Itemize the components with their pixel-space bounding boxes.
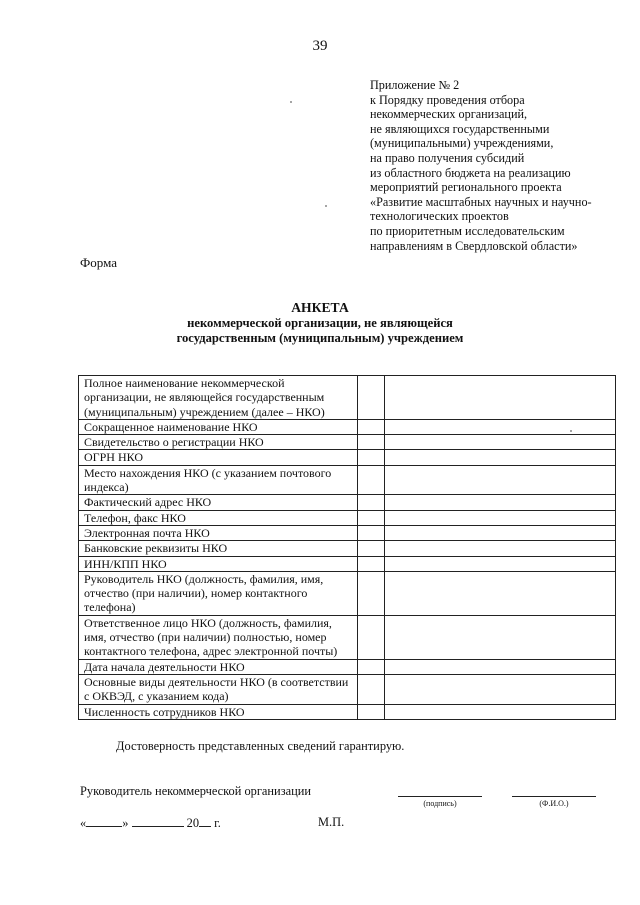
document-title — [0, 300, 640, 347]
row-mark-cell[interactable] — [358, 571, 385, 615]
row-value-cell[interactable] — [385, 495, 616, 510]
name-caption: (Ф.И.О.) — [539, 799, 569, 808]
form-label: Форма — [80, 255, 117, 270]
year-suffix: г. — [214, 816, 221, 830]
signature-line[interactable] — [398, 796, 482, 797]
row-mark-cell[interactable] — [358, 525, 385, 540]
appendix-line: к Порядку проведения отбора — [370, 92, 525, 107]
row-mark-cell[interactable] — [358, 495, 385, 510]
appendix-line: мероприятий регионального проекта — [370, 180, 562, 195]
row-label: Фактический адрес НКО — [79, 495, 358, 510]
row-value-cell[interactable] — [385, 674, 616, 704]
page-number: 39 — [312, 38, 328, 54]
row-mark-cell[interactable] — [358, 615, 385, 659]
table-row — [79, 615, 616, 659]
row-value-cell[interactable] — [385, 450, 616, 465]
row-value-cell[interactable] — [385, 510, 616, 525]
table-row — [79, 674, 616, 704]
month-blank[interactable] — [132, 815, 184, 827]
row-label: ИНН/КПП НКО — [79, 556, 358, 571]
row-label: Свидетельство о регистрации НКО — [79, 435, 358, 450]
table-row — [79, 435, 616, 450]
table-row — [79, 571, 616, 615]
title-line: некоммерческой организации, не являющейся — [187, 315, 453, 330]
appendix-line: (муниципальными) учреждениями, — [370, 136, 554, 151]
name-line[interactable] — [512, 796, 596, 797]
row-value-cell[interactable] — [385, 704, 616, 719]
appendix-line: по приоритетным исследовательским — [370, 223, 565, 238]
row-value-cell[interactable] — [385, 525, 616, 540]
row-mark-cell[interactable] — [358, 674, 385, 704]
row-value-cell[interactable] — [385, 419, 616, 434]
row-value-cell[interactable] — [385, 541, 616, 556]
row-mark-cell[interactable] — [358, 659, 385, 674]
stamp-place: М.П. — [318, 815, 345, 829]
row-mark-cell[interactable] — [358, 376, 385, 420]
title-main: АНКЕТА — [291, 300, 349, 315]
row-label: Руководитель НКО (должность, фамилия, имя, отчество (при наличии), номер контактного телефона) — [79, 571, 358, 615]
appendix-line: технологических проектов — [370, 209, 509, 224]
row-label: Дата начала деятельности НКО — [79, 659, 358, 674]
title-line: государственным (муниципальным) учреждением — [176, 331, 464, 345]
row-label: Численность сотрудников НКО — [79, 704, 358, 719]
row-label: Ответственное лицо НКО (должность, фамилия, имя, отчество (при наличии) полностью, номер контактного телефона, адрес электронной почты) — [79, 615, 358, 659]
signature-caption: (подпись) — [423, 799, 457, 808]
appendix-line: на право получения субсидий — [370, 150, 525, 165]
row-mark-cell[interactable] — [358, 510, 385, 525]
table-row — [79, 525, 616, 540]
table-row — [79, 376, 616, 420]
appendix-line: из областного бюджета на реализацию — [370, 165, 571, 180]
row-label: Банковские реквизиты НКО — [79, 541, 358, 556]
row-mark-cell[interactable] — [358, 541, 385, 556]
row-value-cell[interactable] — [385, 376, 616, 420]
row-label: Сокращенное наименование НКО — [79, 419, 358, 434]
table-row — [79, 510, 616, 525]
day-blank[interactable] — [86, 815, 122, 827]
row-label: Телефон, факс НКО — [79, 510, 358, 525]
table-row — [79, 450, 616, 465]
row-value-cell[interactable] — [385, 465, 616, 495]
row-value-cell[interactable] — [385, 659, 616, 674]
row-mark-cell[interactable] — [358, 435, 385, 450]
row-value-cell[interactable] — [385, 435, 616, 450]
table-row — [79, 556, 616, 571]
head-label: Руководитель некоммерческой организации — [80, 784, 311, 798]
appendix-line: направлениям в Свердловской области» — [370, 238, 578, 253]
questionnaire-table — [78, 375, 616, 720]
table-row — [79, 465, 616, 495]
appendix-line: некоммерческих организаций, — [370, 107, 528, 122]
scan-speck — [570, 430, 572, 432]
row-mark-cell[interactable] — [358, 419, 385, 434]
row-value-cell[interactable] — [385, 571, 616, 615]
appendix-block — [370, 78, 635, 253]
scan-speck — [325, 205, 327, 207]
table-row — [79, 659, 616, 674]
table-row — [79, 419, 616, 434]
row-label: Полное наименование некоммерческой организации, не являющейся государственным (муниципальным) учреждением (далее – НКО) — [79, 376, 358, 420]
row-mark-cell[interactable] — [358, 704, 385, 719]
appendix-line: не являющихся государственными — [370, 121, 550, 136]
year-prefix: 20 — [186, 816, 200, 830]
date-close-quote: » — [122, 816, 129, 830]
table-row — [79, 495, 616, 510]
year-blank[interactable] — [199, 815, 211, 827]
row-value-cell[interactable] — [385, 556, 616, 571]
row-mark-cell[interactable] — [358, 465, 385, 495]
table-row — [79, 541, 616, 556]
date-line — [80, 815, 221, 831]
appendix-line: Приложение № 2 — [370, 78, 460, 92]
row-label: Место нахождения НКО (с указанием почтового индекса) — [79, 465, 358, 495]
row-label: ОГРН НКО — [79, 450, 358, 465]
row-label: Электронная почта НКО — [79, 525, 358, 540]
table-row — [79, 704, 616, 719]
row-label: Основные виды деятельности НКО (в соответствии с ОКВЭД, с указанием кода) — [79, 674, 358, 704]
date-open-quote: « — [80, 816, 87, 830]
row-mark-cell[interactable] — [358, 556, 385, 571]
scan-speck — [290, 101, 292, 103]
confirmation-text: Достоверность представленных сведений гарантирую. — [116, 739, 405, 753]
appendix-line: «Развитие масштабных научных и научно- — [370, 194, 592, 209]
row-mark-cell[interactable] — [358, 450, 385, 465]
row-value-cell[interactable] — [385, 615, 616, 659]
